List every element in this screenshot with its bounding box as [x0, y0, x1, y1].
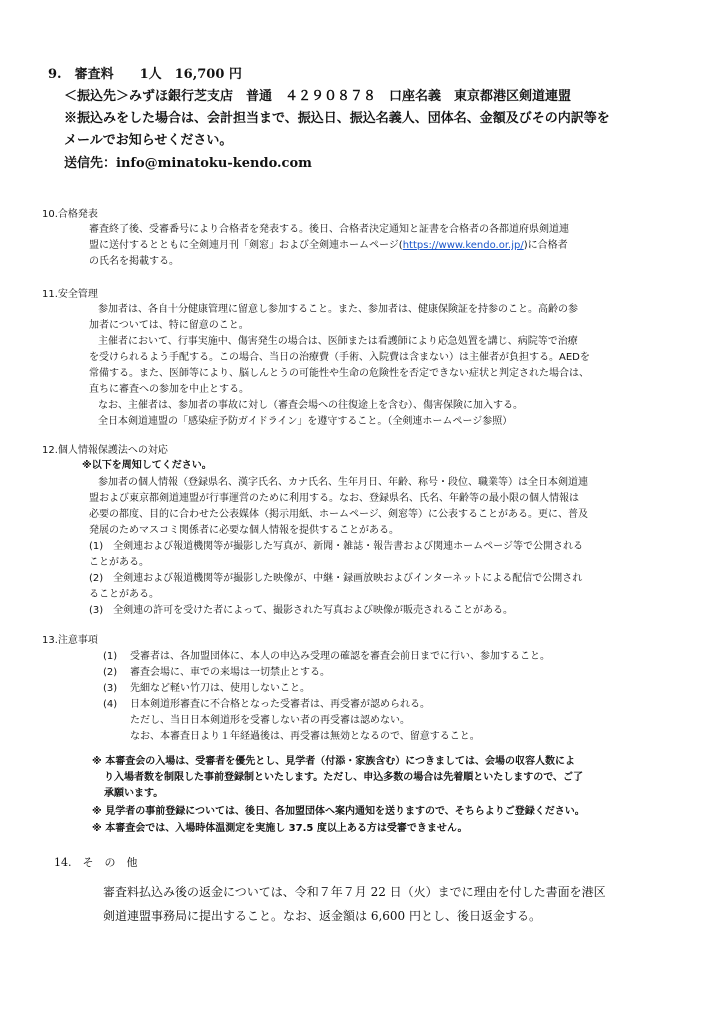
privacy-line: (1) 全剣連および報道機関等が撮影した写真が、新聞・雑誌・報告書および関連ホームページ等で公開される	[89, 541, 583, 552]
important-note: 承願います。	[104, 788, 164, 799]
note-item-text: 受審者は、各加盟団体に、本人の申込み受理の確認を審査会前日までに行い、参加すること。	[130, 651, 550, 662]
privacy-line: 参加者の個人情報（登録県名、漢字氏名、カナ氏名、生年月日、年齢、称号・段位、職業等）は全日本剣道連	[98, 477, 588, 488]
safety-line: を受けられるよう手配する。この場合、当日の治療費（手術、入院費は含まない）は主催者が負担する。AEDを	[89, 352, 590, 363]
privacy-line: (3) 全剣連の許可を受けた者によって、撮影された写真および映像が販売されることがある。	[89, 605, 513, 616]
kendo-website-link[interactable]: https://www.kendo.or.jp/	[402, 240, 524, 251]
email-address: 送信先：info@minatoku-kendo.com	[64, 156, 312, 171]
safety-line: なお、主催者は、参加者の事故に対し（審査会場への往復途上を含む）、傷害保険に加入する。	[98, 400, 523, 411]
heading-notes: 13.注意事項	[42, 635, 98, 646]
fee-line: 9. 審査料 1人 16,700 円	[48, 67, 242, 82]
important-note: ※ 本審査会では、入場時体温測定を実施し 37.5 度以上ある方は受審できません。	[92, 823, 468, 834]
announcement-text-2b: )に合格者	[523, 240, 568, 251]
refund-text-2: 剣道連盟事務局に提出すること。なお、返金額は 6,600 円とし、後日返金する。	[103, 909, 541, 923]
important-note: ※ 見学者の事前登録については、後日、各加盟団体へ案内通知を送りますので、そちらよりご登録ください。	[92, 806, 585, 817]
heading-safety: 11.安全管理	[42, 289, 98, 300]
announcement-text-1: 審査終了後、受審番号により合格者を発表する。後日、合格者決定通知と証書を合格者の各都道府県剣道連	[89, 224, 569, 235]
privacy-line: ることがある。	[89, 589, 159, 600]
safety-line: 直ちに審査への参加を中止とする。	[89, 384, 249, 395]
privacy-notice: ※以下を周知してください。	[82, 460, 212, 471]
safety-line: 全日本剣道連盟の「感染症予防ガイドライン」を遵守すること。（全剣連ホームページ参照）	[98, 416, 513, 427]
refund-text-1: 審査料払込み後の返金については、令和７年７月 22 日（火）までに理由を付した書面を港区	[103, 885, 606, 899]
note-item-num: (1)	[103, 651, 118, 662]
note-item-num: (2)	[103, 667, 118, 678]
safety-line: 主催者において、行事実施中、傷害発生の場合は、医師または看護師により応急処置を講じ、病院等で治療	[98, 336, 578, 347]
note-item-num: (4)	[103, 699, 118, 710]
privacy-line: ことがある。	[89, 557, 149, 568]
announcement-text-2a: 盟に送付するとともに全剣連月刊「剣窓」および全剣連ホームページ(	[89, 240, 403, 251]
privacy-line: (2) 全剣連および報道機関等が撮影した映像が、中継・録画放映およびインターネットによる配信で公開され	[89, 573, 583, 584]
safety-line: 参加者は、各自十分健康管理に留意し参加すること。また、参加者は、健康保険証を持参のこと。高齢の参	[98, 304, 578, 315]
heading-privacy: 12.個人情報保護法への対応	[42, 445, 168, 456]
privacy-line: 発展のためマスコミ関係者に必要な個人情報を提供することがある。	[89, 525, 399, 536]
note-item-text: 先細など軽い竹刀は、使用しないこと。	[130, 683, 310, 694]
heading-announcement: 10.合格発表	[42, 209, 98, 220]
heading-other: 14. そ の 他	[54, 856, 138, 869]
important-note: り入場者数を制限した事前登録制といたします。ただし、申込多数の場合は先着順といたしますので、ご了	[104, 772, 583, 783]
important-note: ※ 本審査会の入場は、受審者を優先とし、見学者（付添・家族含む）につきましては、会場の収容人数によ	[92, 756, 576, 767]
transfer-notice-line: ※振込みをした場合は、会計担当まで、振込日、振込名義人、団体名、金額及びその内訳等を	[64, 111, 610, 126]
note-item-text: 日本剣道形審査に不合格となった受審者は、再受審が認められる。	[130, 699, 430, 710]
bank-transfer-line: ＜振込先＞みずほ銀行芝支店 普通 ４２９０８７８ 口座名義 東京都港区剣道連盟	[64, 89, 572, 104]
note-continuation: ただし、当日日本剣道形を受審しない者の再受審は認めない。	[130, 715, 410, 726]
privacy-line: 盟および東京都剣道連盟が行事運営のために利用する。なお、登録県名、氏名、年齢等の最小限の個人情報は	[89, 493, 579, 504]
announcement-text-3: の氏名を掲載する。	[89, 256, 179, 267]
safety-line: 常備する。また、医師等により、脳しんとうの可能性や生命の危険性を否定できない症状と判定された場合は、	[89, 368, 589, 379]
note-item-num: (3)	[103, 683, 118, 694]
announcement-text-2	[89, 241, 568, 251]
privacy-line: 必要の都度、目的に合わせた公表媒体（掲示用紙、ホームページ、剣窓等）に公表することがある。更に、普及	[89, 509, 588, 520]
note-continuation: なお、本審査日より１年経過後は、再受審は無効となるので、留意すること。	[130, 731, 480, 742]
safety-line: 加者については、特に留意のこと。	[89, 320, 249, 331]
note-item-text: 審査会場に、車での来場は一切禁止とする。	[130, 667, 330, 678]
transfer-notice-line-2: メールでお知らせください。	[64, 133, 233, 148]
